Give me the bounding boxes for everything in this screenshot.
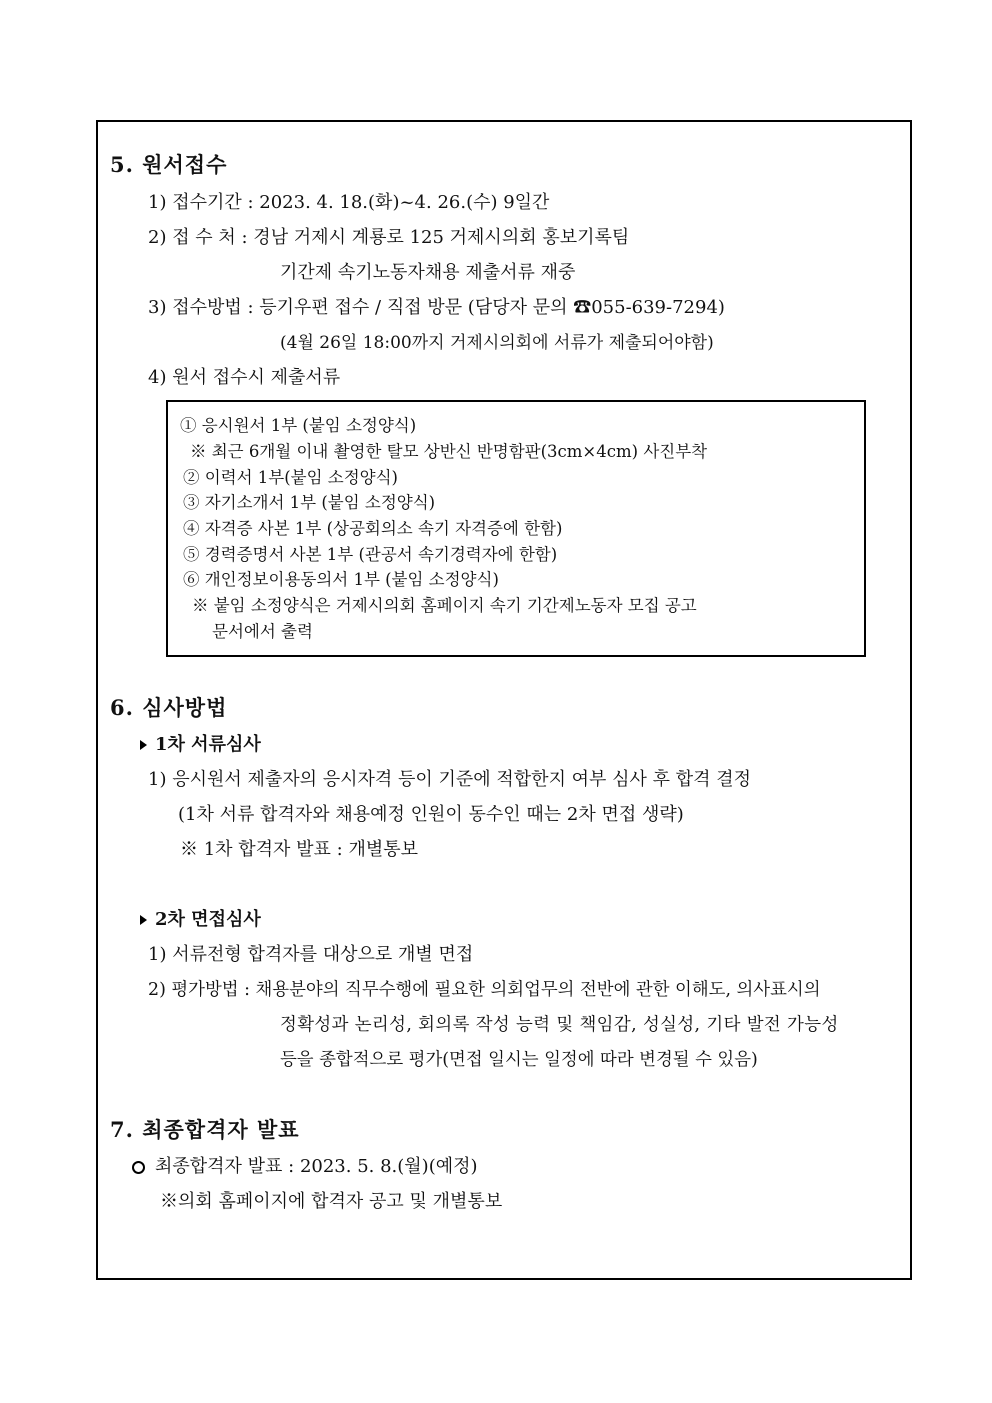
receipt-place-detail: 기간제 속기노동자채용 제출서류 재중: [280, 262, 576, 283]
final-notice-method: ※의회 홈페이지에 합격자 공고 및 개별통보: [160, 1191, 503, 1212]
receipt-period: 1) 접수기간 : 2023. 4. 18.(화)~4. 26.(수) 9일간: [148, 192, 550, 213]
final-announcement-text: 최종합격자 발표 : 2023. 5. 8.(월)(예정): [155, 1156, 478, 1177]
doc-item-5: ⑤ 경력증명서 사본 1부 (관공서 속기경력자에 한함): [183, 545, 558, 564]
doc-note-forms: ※ 붙임 소정양식은 거제시의회 홈페이지 속기 기간제노동자 모집 공고: [192, 596, 697, 615]
section-6-title: 6. 심사방법: [110, 695, 228, 720]
final-announcement: [132, 1156, 478, 1178]
stage2-heading-label: 2차 면접심사: [155, 909, 261, 930]
triangle-bullet-icon: [140, 915, 147, 925]
section-7-title: 7. 최종합격자 발표: [110, 1117, 300, 1142]
required-documents-label: 4) 원서 접수시 제출서류: [148, 367, 341, 388]
stage2-evaluation-3: 등을 종합적으로 평가(면접 일시는 일정에 따라 변경될 수 있음): [280, 1050, 758, 1070]
circle-bullet-icon: [132, 1161, 145, 1174]
stage1-line-1: 1) 응시원서 제출자의 응시자격 등이 기준에 적합한지 여부 심사 후 합격 결정: [148, 769, 752, 790]
stage1-line-2: (1차 서류 합격자와 채용예정 인원이 동수인 때는 2차 면접 생략): [178, 804, 684, 825]
doc-note-photo: ※ 최근 6개월 이내 촬영한 탈모 상반신 반명함판(3cm×4cm) 사진부착: [190, 442, 708, 461]
stage2-evaluation-2: 정확성과 논리성, 회의록 작성 능력 및 책임감, 성실성, 기타 발전 가능성: [280, 1015, 839, 1035]
doc-item-6: ⑥ 개인정보이용동의서 1부 (붙임 소정양식): [183, 570, 499, 589]
stage1-heading-label: 1차 서류심사: [155, 734, 261, 755]
stage1-announcement: ※ 1차 합격자 발표 : 개별통보: [180, 839, 419, 860]
stage2-line-1: 1) 서류전형 합격자를 대상으로 개별 면접: [148, 944, 474, 965]
receipt-method: 3) 접수방법 : 등기우편 접수 / 직접 방문 (담당자 문의 ☎055-639-7294): [148, 297, 725, 318]
doc-item-4: ④ 자격증 사본 1부 (상공회의소 속기 자격증에 한함): [183, 519, 563, 538]
stage2-evaluation-1: 2) 평가방법 : 채용분야의 직무수행에 필요한 의회업무의 전반에 관한 이해도, 의사표시의: [148, 980, 821, 1000]
stage1-heading: [140, 734, 261, 756]
doc-note-forms-cont: 문서에서 출력: [212, 622, 313, 641]
receipt-deadline-note: (4월 26일 18:00까지 거제시의회에 서류가 제출되어야함): [280, 333, 714, 353]
doc-item-1: ① 응시원서 1부 (붙임 소정양식): [180, 416, 417, 435]
receipt-place: 2) 접 수 처 : 경남 거제시 계룡로 125 거제시의회 홍보기록팀: [148, 227, 630, 248]
doc-item-3: ③ 자기소개서 1부 (붙임 소정양식): [183, 493, 436, 512]
triangle-bullet-icon: [140, 740, 147, 750]
section-5-title: 5. 원서접수: [110, 152, 228, 177]
doc-item-2: ② 이력서 1부(붙임 소정양식): [183, 468, 398, 487]
stage2-heading: [140, 909, 261, 931]
